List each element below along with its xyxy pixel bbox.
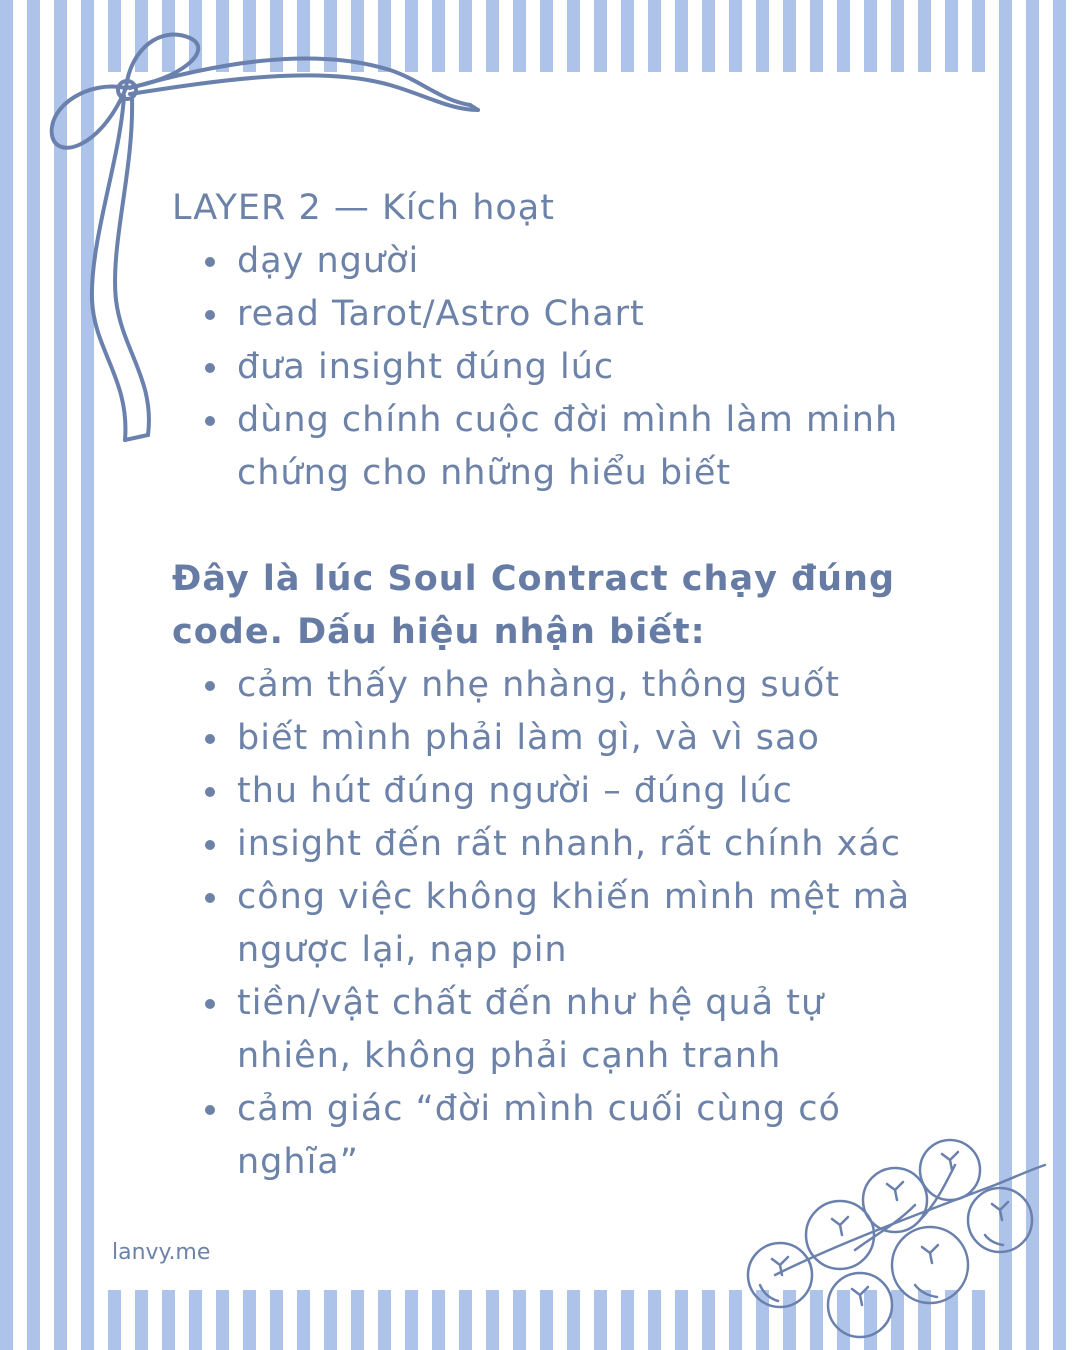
layer-activities-list xyxy=(172,235,932,500)
list-item: read Tarot/Astro Chart xyxy=(237,288,932,341)
list-item: biết mình phải làm gì, và vì sao xyxy=(237,712,932,765)
section-title: LAYER 2 — Kích hoạt xyxy=(172,188,555,228)
list-item: cảm thấy nhẹ nhàng, thông suốt xyxy=(237,659,932,712)
spacer xyxy=(172,500,932,553)
cherry-tomatoes-icon xyxy=(735,1125,1055,1345)
list-item: tiền/vật chất đến như hệ quả tự nhiên, không phải cạnh tranh xyxy=(237,977,932,1083)
list-item: công việc không khiến mình mệt mà ngược lại, nạp pin xyxy=(237,871,932,977)
signs-list xyxy=(172,659,932,1189)
main-content xyxy=(172,182,932,1189)
list-item: cảm giác “đời mình cuối cùng có nghĩa” xyxy=(237,1083,932,1189)
list-item: đưa insight đúng lúc xyxy=(237,341,932,394)
list-item: thu hút đúng người – đúng lúc xyxy=(237,765,932,818)
list-item: dùng chính cuộc đời mình làm minh chứng cho những hiểu biết xyxy=(237,394,932,500)
list-item: dạy người xyxy=(237,235,932,288)
list-item: insight đến rất nhanh, rất chính xác xyxy=(237,818,932,871)
intro-paragraph: Đây là lúc Soul Contract chạy đúng code. Dấu hiệu nhận biết: xyxy=(172,559,896,652)
site-link[interactable]: lanvy.me xyxy=(112,1240,211,1265)
